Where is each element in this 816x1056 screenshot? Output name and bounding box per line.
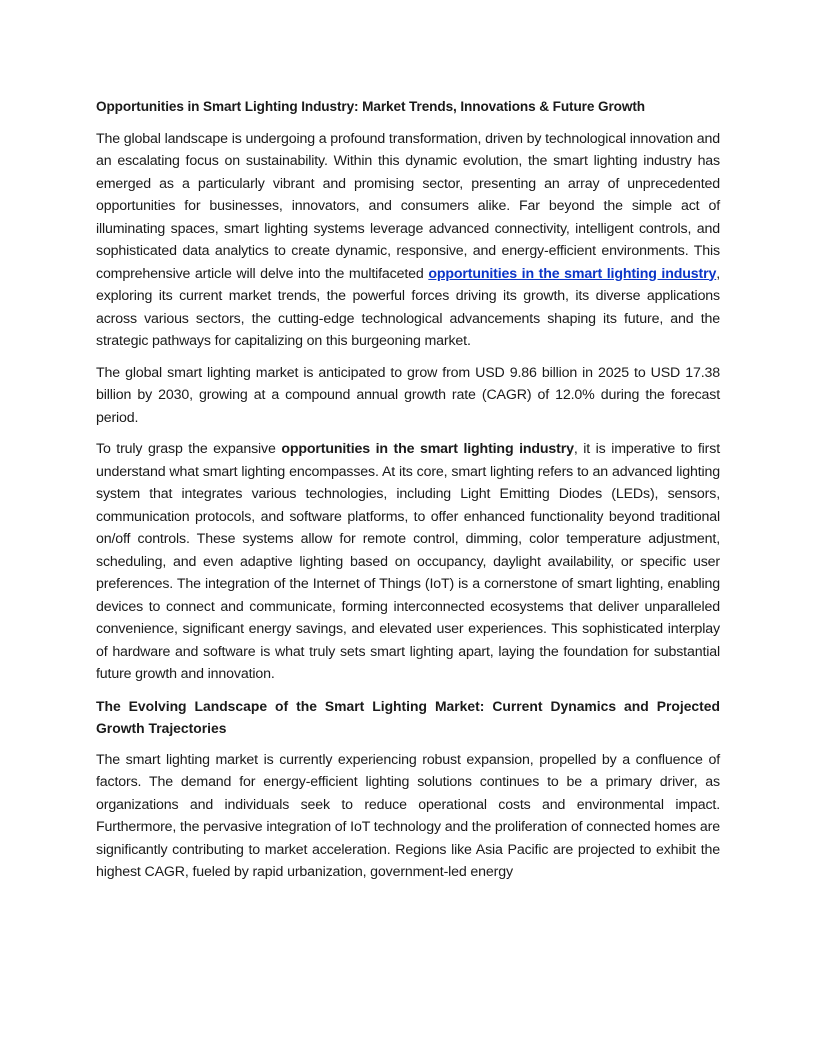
definition-paragraph xyxy=(96,438,720,686)
definition-text-after-bold: , it is imperative to first understand what smart lighting encompasses. At its core, smart lighting refers to an advanced lighting system that integrates various technologies, including Light Emitting Diodes (LEDs), sensors, communication protocols, and software platforms, to offer enhanced functionality beyond traditional on/off controls. These systems allow for remote control, dimming, color temperature adjustment, scheduling, and even adaptive lighting based on occupancy, daylight availability, or specific user preferences. The integration of the Internet of Things (IoT) is a cornerstone of smart lighting, enabling devices to connect and communicate, forming interconnected ecosystems that deliver unparalleled convenience, significant energy savings, and elevated user experiences. This sophisticated interplay of hardware and software is what truly sets smart lighting apart, laying the foundation for substantial future growth and innovation. xyxy=(96,441,720,682)
intro-text-after-link: , exploring its current market trends, the powerful forces driving its growth, its diverse applications across various sectors, the cutting-edge technological advancements shaping its future, and the strategic pathways for capitalizing on this burgeoning market. xyxy=(96,265,720,349)
intro-text-before-link: The global landscape is undergoing a profound transformation, driven by technological innovation and an escalating focus on sustainability. Within this dynamic evolution, the smart lighting industry has emerged as a particularly vibrant and promising sector, presenting an array of unprecedented opportunities for businesses, innovators, and consumers alike. Far beyond the simple act of illuminating spaces, smart lighting systems leverage advanced connectivity, intelligent controls, and sophisticated data analytics to create dynamic, responsive, and energy-efficient environments. This comprehensive article will delve into the multifaceted xyxy=(96,130,720,282)
landscape-paragraph: The smart lighting market is currently experiencing robust expansion, propelled by a confluence of factors. The demand for energy-efficient lighting solutions continues to be a primary driver, as organizations and individuals seek to reduce operational costs and environmental impact. Furthermore, the pervasive integration of IoT technology and the proliferation of connected homes are significantly contributing to market acceleration. Regions like Asia Pacific are projected to exhibit the highest CAGR, fueled by rapid urbanization, government-led energy xyxy=(96,751,720,880)
document-title: Opportunities in Smart Lighting Industry: Market Trends, Innovations & Future Growth xyxy=(96,99,645,114)
document-page xyxy=(96,96,720,893)
definition-text-before-bold: To truly grasp the expansive xyxy=(96,441,282,457)
definition-bold-phrase: opportunities in the smart lighting industry xyxy=(281,441,574,457)
intro-paragraph xyxy=(96,128,720,353)
market-size-paragraph: The global smart lighting market is anticipated to grow from USD 9.86 billion in 2025 to USD 17.38 billion by 2030, growing at a compound annual growth rate (CAGR) of 12.0% during the forecast period. xyxy=(96,364,720,426)
smart-lighting-opportunities-link[interactable]: opportunities in the smart lighting industry xyxy=(428,265,717,282)
section-heading-evolving-landscape: The Evolving Landscape of the Smart Lighting Market: Current Dynamics and Projected Growth Trajectories xyxy=(96,697,720,736)
